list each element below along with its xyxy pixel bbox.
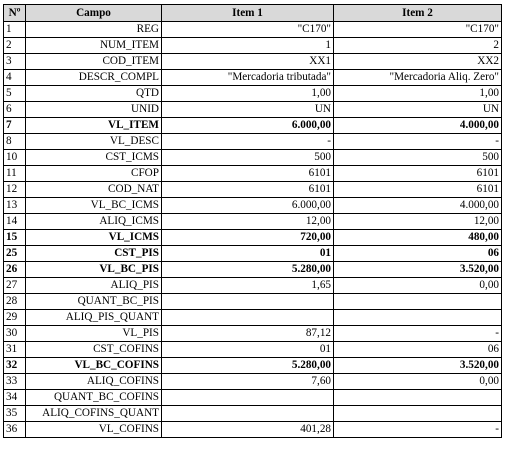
table-row — [4, 358, 502, 374]
row-campo-cell: UNID — [26, 102, 162, 118]
row-item2-cell: 12,00 — [334, 214, 502, 230]
row-campo-cell: QUANT_BC_PIS — [26, 294, 162, 310]
row-num-cell: 33 — [4, 374, 26, 390]
row-item1-cell: 7,60 — [162, 374, 334, 390]
row-item2-cell: 06 — [334, 246, 502, 262]
row-campo-cell: COD_ITEM — [26, 54, 162, 70]
row-campo-cell: ALIQ_COFINS_QUANT — [26, 406, 162, 422]
row-item1-cell: - — [162, 134, 334, 150]
row-num-cell: 36 — [4, 422, 26, 438]
row-num-cell: 13 — [4, 198, 26, 214]
header-num: Nº — [4, 5, 26, 22]
header-item1: Item 1 — [162, 5, 334, 22]
row-item2-cell: UN — [334, 102, 502, 118]
header-campo: Campo — [26, 5, 162, 22]
table-row — [4, 422, 502, 438]
table-row — [4, 342, 502, 358]
row-item2-cell: 6101 — [334, 166, 502, 182]
row-item1-cell: 6101 — [162, 182, 334, 198]
row-item1-cell: "Mercadoria tributada" — [162, 70, 334, 86]
table-row — [4, 38, 502, 54]
row-item2-cell: 2 — [334, 38, 502, 54]
row-item1-cell: 500 — [162, 150, 334, 166]
row-num-cell: 7 — [4, 118, 26, 134]
table-row — [4, 406, 502, 422]
row-item2-cell: 0,00 — [334, 278, 502, 294]
row-campo-cell: VL_COFINS — [26, 422, 162, 438]
row-campo-cell: ALIQ_PIS_QUANT — [26, 310, 162, 326]
row-campo-cell: CST_PIS — [26, 246, 162, 262]
row-item1-cell: 5.280,00 — [162, 358, 334, 374]
row-item1-cell: 1,00 — [162, 86, 334, 102]
table-row — [4, 390, 502, 406]
table-row — [4, 22, 502, 38]
row-item1-cell: 5.280,00 — [162, 262, 334, 278]
row-num-cell: 25 — [4, 246, 26, 262]
table-row — [4, 198, 502, 214]
row-item2-cell: XX2 — [334, 54, 502, 70]
row-item1-cell: 01 — [162, 342, 334, 358]
row-campo-cell: QUANT_BC_COFINS — [26, 390, 162, 406]
row-num-cell: 31 — [4, 342, 26, 358]
row-num-cell: 1 — [4, 22, 26, 38]
row-item2-cell: - — [334, 326, 502, 342]
table-row — [4, 102, 502, 118]
table-row — [4, 150, 502, 166]
row-campo-cell: VL_ICMS — [26, 230, 162, 246]
row-campo-cell: CST_ICMS — [26, 150, 162, 166]
row-item1-cell: 6101 — [162, 166, 334, 182]
row-num-cell: 27 — [4, 278, 26, 294]
row-campo-cell: QTD — [26, 86, 162, 102]
table-row — [4, 278, 502, 294]
table-row — [4, 310, 502, 326]
row-campo-cell: ALIQ_COFINS — [26, 374, 162, 390]
row-item2-cell: - — [334, 422, 502, 438]
row-item1-cell: 6.000,00 — [162, 118, 334, 134]
row-item1-cell: 1,65 — [162, 278, 334, 294]
row-campo-cell: REG — [26, 22, 162, 38]
row-item2-cell: 4.000,00 — [334, 118, 502, 134]
row-campo-cell: VL_BC_ICMS — [26, 198, 162, 214]
row-item2-cell — [334, 406, 502, 422]
header-item2: Item 2 — [334, 5, 502, 22]
table-row — [4, 214, 502, 230]
table-row — [4, 166, 502, 182]
row-num-cell: 32 — [4, 358, 26, 374]
row-num-cell: 4 — [4, 70, 26, 86]
row-item1-cell: 12,00 — [162, 214, 334, 230]
table-row — [4, 86, 502, 102]
row-item1-cell — [162, 390, 334, 406]
table-row — [4, 134, 502, 150]
row-item1-cell: 01 — [162, 246, 334, 262]
table-row — [4, 374, 502, 390]
row-item2-cell: 500 — [334, 150, 502, 166]
row-campo-cell: VL_PIS — [26, 326, 162, 342]
row-item1-cell: 87,12 — [162, 326, 334, 342]
row-item2-cell: 1,00 — [334, 86, 502, 102]
row-num-cell: 35 — [4, 406, 26, 422]
row-item2-cell: 4.000,00 — [334, 198, 502, 214]
header-row — [4, 5, 502, 22]
row-item1-cell: "C170" — [162, 22, 334, 38]
row-num-cell: 29 — [4, 310, 26, 326]
row-item2-cell: - — [334, 134, 502, 150]
row-num-cell: 6 — [4, 102, 26, 118]
row-item2-cell: 06 — [334, 342, 502, 358]
row-item2-cell — [334, 310, 502, 326]
row-item2-cell: 6101 — [334, 182, 502, 198]
row-item2-cell: 480,00 — [334, 230, 502, 246]
row-item1-cell — [162, 310, 334, 326]
row-num-cell: 11 — [4, 166, 26, 182]
table-row — [4, 54, 502, 70]
row-item2-cell: "C170" — [334, 22, 502, 38]
table-row — [4, 246, 502, 262]
table-row — [4, 294, 502, 310]
row-item2-cell: 3.520,00 — [334, 262, 502, 278]
row-item2-cell: 3.520,00 — [334, 358, 502, 374]
row-num-cell: 30 — [4, 326, 26, 342]
row-item2-cell — [334, 294, 502, 310]
row-item2-cell: 0,00 — [334, 374, 502, 390]
row-num-cell: 34 — [4, 390, 26, 406]
row-item1-cell: UN — [162, 102, 334, 118]
row-item1-cell: 6.000,00 — [162, 198, 334, 214]
row-num-cell: 28 — [4, 294, 26, 310]
row-num-cell: 8 — [4, 134, 26, 150]
row-item1-cell: 401,28 — [162, 422, 334, 438]
row-campo-cell: VL_DESC — [26, 134, 162, 150]
row-num-cell: 5 — [4, 86, 26, 102]
row-campo-cell: COD_NAT — [26, 182, 162, 198]
table-row — [4, 70, 502, 86]
table-row — [4, 262, 502, 278]
row-num-cell: 3 — [4, 54, 26, 70]
row-item1-cell: XX1 — [162, 54, 334, 70]
row-num-cell: 2 — [4, 38, 26, 54]
row-num-cell: 12 — [4, 182, 26, 198]
table-row — [4, 326, 502, 342]
row-item2-cell: "Mercadoria Aliq. Zero" — [334, 70, 502, 86]
table-row — [4, 118, 502, 134]
data-table — [3, 4, 502, 438]
row-campo-cell: ALIQ_PIS — [26, 278, 162, 294]
row-num-cell: 15 — [4, 230, 26, 246]
table-row — [4, 230, 502, 246]
row-campo-cell: CFOP — [26, 166, 162, 182]
table-header — [4, 5, 502, 22]
row-item1-cell: 720,00 — [162, 230, 334, 246]
row-item2-cell — [334, 390, 502, 406]
row-item1-cell — [162, 294, 334, 310]
row-campo-cell: VL_BC_PIS — [26, 262, 162, 278]
row-item1-cell: 1 — [162, 38, 334, 54]
table-row — [4, 182, 502, 198]
row-campo-cell: CST_COFINS — [26, 342, 162, 358]
row-campo-cell: ALIQ_ICMS — [26, 214, 162, 230]
row-campo-cell: DESCR_COMPL — [26, 70, 162, 86]
row-campo-cell: NUM_ITEM — [26, 38, 162, 54]
row-item1-cell — [162, 406, 334, 422]
row-num-cell: 26 — [4, 262, 26, 278]
row-campo-cell: VL_BC_COFINS — [26, 358, 162, 374]
row-num-cell: 14 — [4, 214, 26, 230]
row-num-cell: 10 — [4, 150, 26, 166]
row-campo-cell: VL_ITEM — [26, 118, 162, 134]
table-body — [4, 22, 502, 438]
